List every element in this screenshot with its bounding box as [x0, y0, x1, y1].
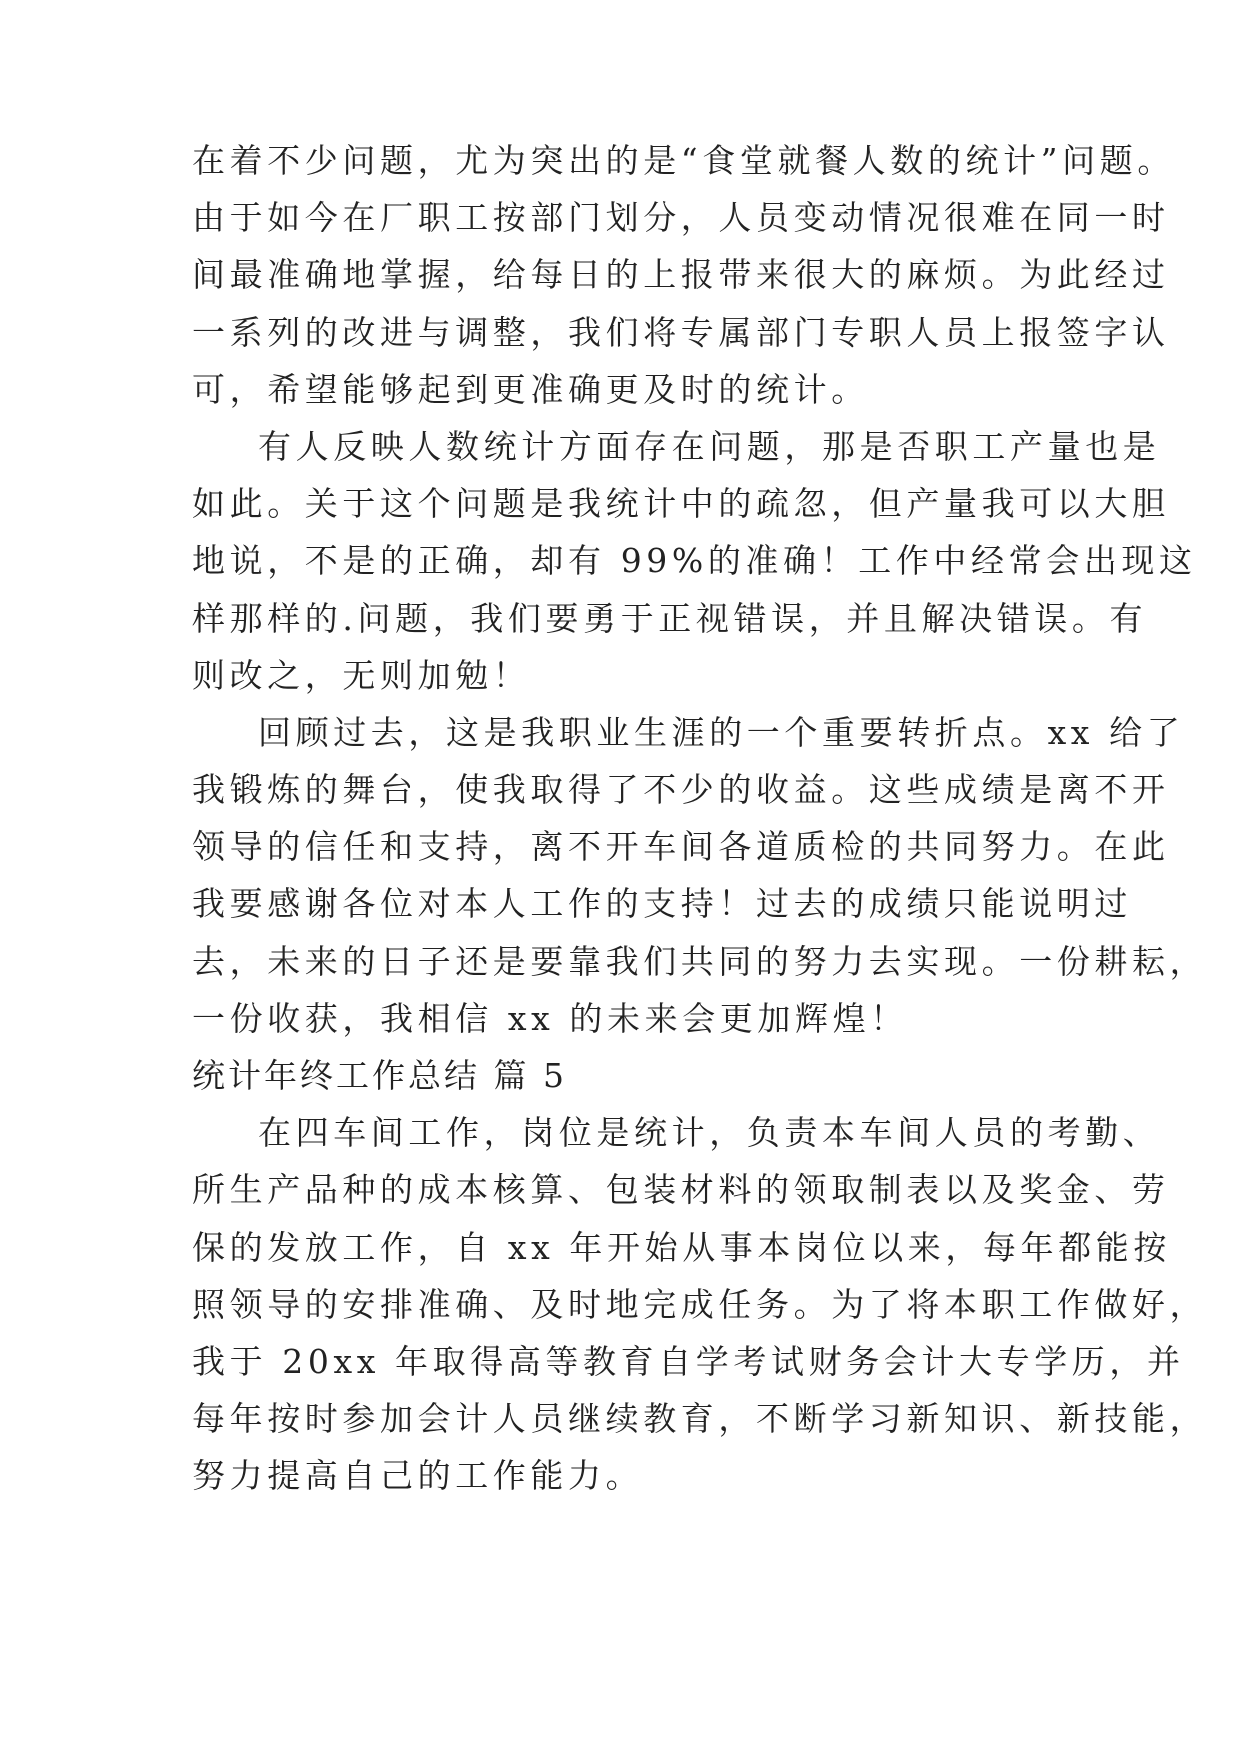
paragraph-start-line: 回顾过去，这是我职业生涯的一个重要转折点。xx 给了 — [258, 712, 1185, 752]
text-line: 可，希望能够起到更准确更及时的统计。 — [192, 369, 869, 409]
text-line: 我于 20xx 年取得高等教育自学考试财务会计大专学历，并 — [192, 1341, 1185, 1381]
paragraph-start-line: 有人反映人数统计方面存在问题，那是否职工产量也是 — [258, 426, 1161, 466]
text-line: 所生产品种的成本核算、包装材料的领取制表以及奖金、劳 — [192, 1170, 1170, 1210]
text-line: 我锻炼的舞台，使我取得了不少的收益。这些成绩是离不开 — [192, 770, 1170, 810]
text-line: 努力提高自己的工作能力。 — [192, 1456, 644, 1496]
section-heading: 统计年终工作总结 篇 5 — [192, 1056, 567, 1095]
text-line: 则改之，无则加勉！ — [192, 655, 531, 695]
text-line: 如此。关于这个问题是我统计中的疏忽，但产量我可以大胆 — [192, 484, 1170, 524]
text-line: 每年按时参加会计人员继续教育，不断学习新知识、新技能， — [192, 1399, 1208, 1439]
text-line: 我要感谢各位对本人工作的支持！过去的成绩只能说明过 — [192, 884, 1132, 924]
text-line: 照领导的安排准确、及时地完成任务。为了将本职工作做好， — [192, 1284, 1208, 1324]
text-line: 一系列的改进与调整，我们将专属部门专职人员上报签字认 — [192, 312, 1170, 352]
text-line: 样那样的.问题，我们要勇于正视错误，并且解决错误。有 — [192, 598, 1148, 638]
text-line: 领导的信任和支持，离不开车间各道质检的共同努力。在此 — [192, 827, 1170, 867]
text-line: 一份收获，我相信 xx 的未来会更加辉煌！ — [192, 998, 908, 1038]
text-line: 在着不少问题，尤为突出的是“食堂就餐人数的统计”问题。 — [192, 141, 1175, 180]
text-line: 地说，不是的正确，却有 99%的准确！工作中经常会出现这 — [192, 541, 1197, 581]
text-line: 去，未来的日子还是要靠我们共同的努力去实现。一份耕耘， — [192, 941, 1208, 981]
text-line: 间最准确地掌握，给每日的上报带来很大的麻烦。为此经过 — [192, 255, 1170, 295]
text-line: 保的发放工作，自 xx 年开始从事本岗位以来，每年都能按 — [192, 1227, 1172, 1267]
paragraph-start-line: 在四车间工作，岗位是统计，负责本车间人员的考勤、 — [258, 1113, 1161, 1153]
text-line: 由于如今在厂职工按部门划分，人员变动情况很难在同一时 — [192, 198, 1170, 238]
document-body — [192, 132, 1208, 1505]
